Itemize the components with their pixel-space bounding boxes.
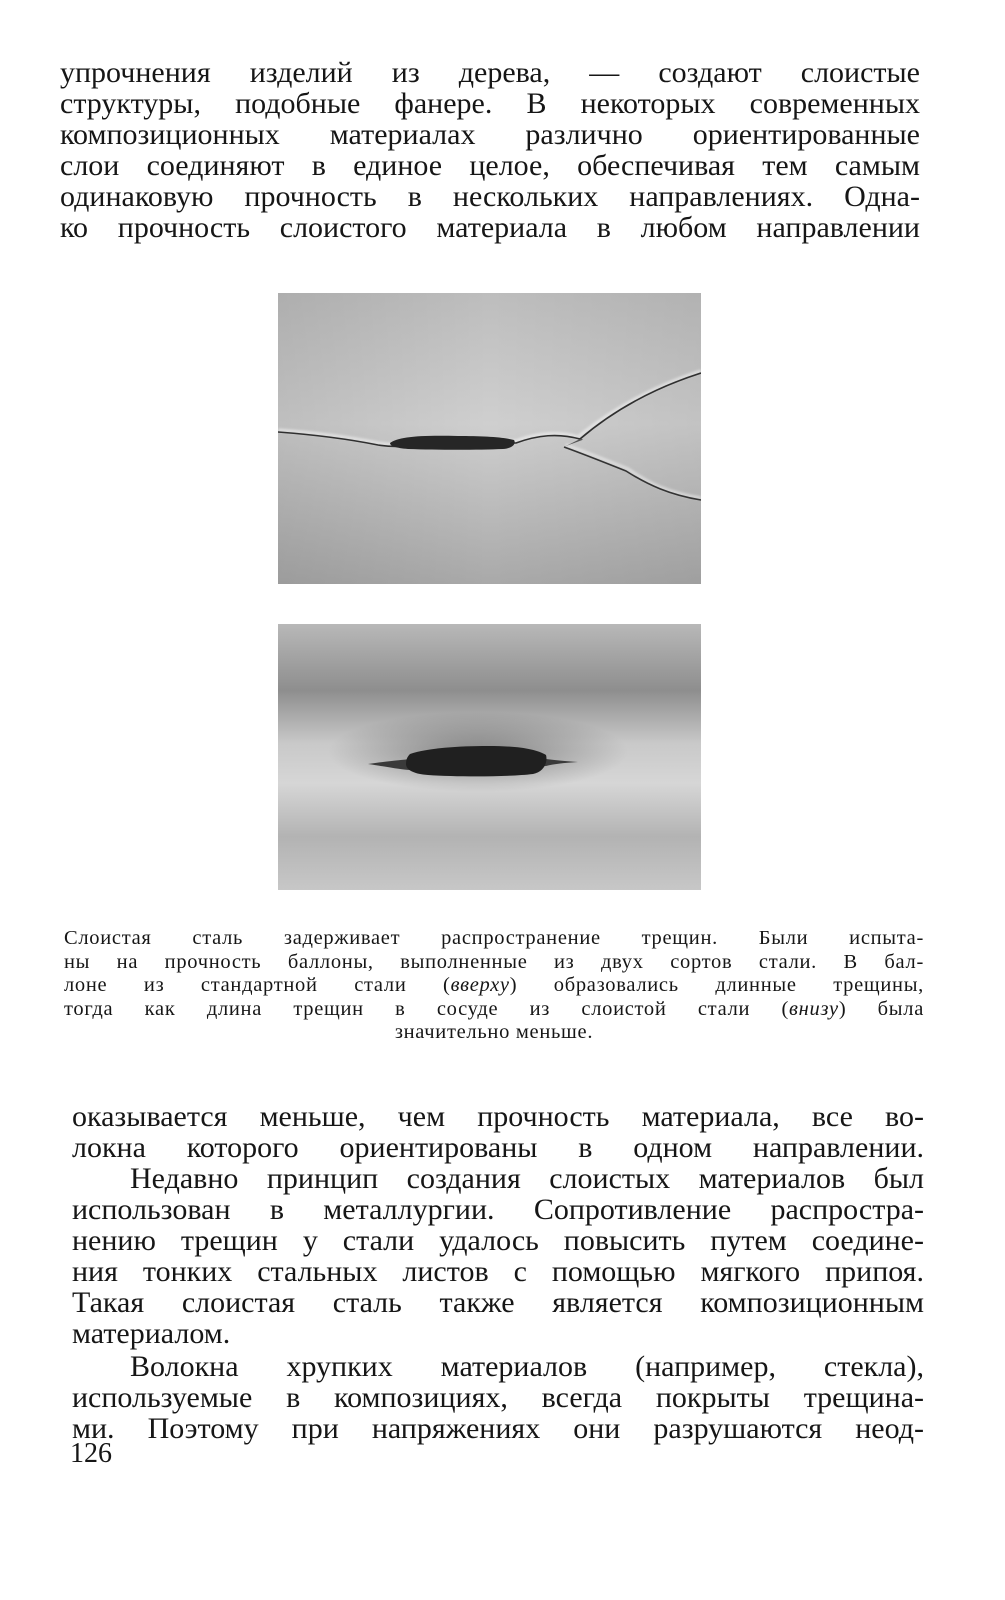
caption-line: ны на прочность баллоны, выполненные из двух сортов стали. В бал- xyxy=(64,950,924,973)
text-line: одинаковую прочность в нескольких направлениях. Одна- xyxy=(60,180,920,213)
caption-text: ) была xyxy=(838,997,925,1020)
text-line: Такая слоистая сталь также является композиционным xyxy=(72,1286,924,1319)
caption-text: ) образовались длинные трещины, xyxy=(509,974,924,996)
text-line: слои соединяют в единое целое, обеспечивая тем самым xyxy=(60,149,920,182)
photo-laminated-steel-crack xyxy=(278,624,701,890)
caption-line: значительно меньше. xyxy=(394,1021,594,1043)
text-line: использован в металлургии. Сопротивление распростра- xyxy=(72,1193,924,1226)
text-line: ко прочность слоистого материала в любом направлении xyxy=(60,211,920,244)
text-line: упрочнения изделий из дерева, — создают слоистые xyxy=(60,56,920,89)
text-line: ния тонких стальных листов с помощью мягкого припоя. xyxy=(72,1255,924,1288)
caption-line: Слоистая сталь задерживает распространение трещин. Были испыта- xyxy=(64,927,924,949)
photo-top-image xyxy=(278,293,701,584)
paragraph-continuation xyxy=(72,1101,924,1163)
text-line: Недавно принцип создания слоистых материалов был xyxy=(130,1162,924,1195)
caption-text: лоне из стандартной стали ( xyxy=(64,974,451,996)
photo-bottom-image xyxy=(278,624,701,890)
text-line: нению трещин у стали удалось повысить путем соедине- xyxy=(72,1224,924,1257)
caption-line xyxy=(64,974,924,998)
text-line: Волокна хрупких материалов (например, стекла), xyxy=(130,1350,924,1383)
paragraph-top xyxy=(60,57,920,243)
caption-line xyxy=(64,998,924,1022)
paragraph-metallurgy xyxy=(72,1163,924,1349)
text-line: композиционных материалах различно ориентированные xyxy=(60,118,920,151)
text-line: используемые в композициях, всегда покрыты трещина- xyxy=(72,1381,924,1414)
page-number: 126 xyxy=(70,1438,112,1469)
photo-standard-steel-crack xyxy=(278,293,701,584)
text-line: структуры, подобные фанере. В некоторых современных xyxy=(60,87,920,120)
caption-emphasis-top: вверху xyxy=(450,974,510,996)
text-line: ми. Поэтому при напряжениях они разрушаются неод- xyxy=(72,1412,924,1445)
caption-emphasis-bottom: внизу xyxy=(789,997,839,1020)
paragraph-fibers xyxy=(72,1351,924,1444)
caption-text: тогда как длина трещин в сосуде из слоистой стали ( xyxy=(64,997,790,1020)
figure-caption xyxy=(64,927,924,1045)
text-line: материалом. xyxy=(72,1317,231,1350)
text-line: локна которого ориентированы в одном направлении. xyxy=(72,1131,924,1164)
text-line: оказывается меньше, чем прочность материала, все во- xyxy=(72,1100,924,1133)
